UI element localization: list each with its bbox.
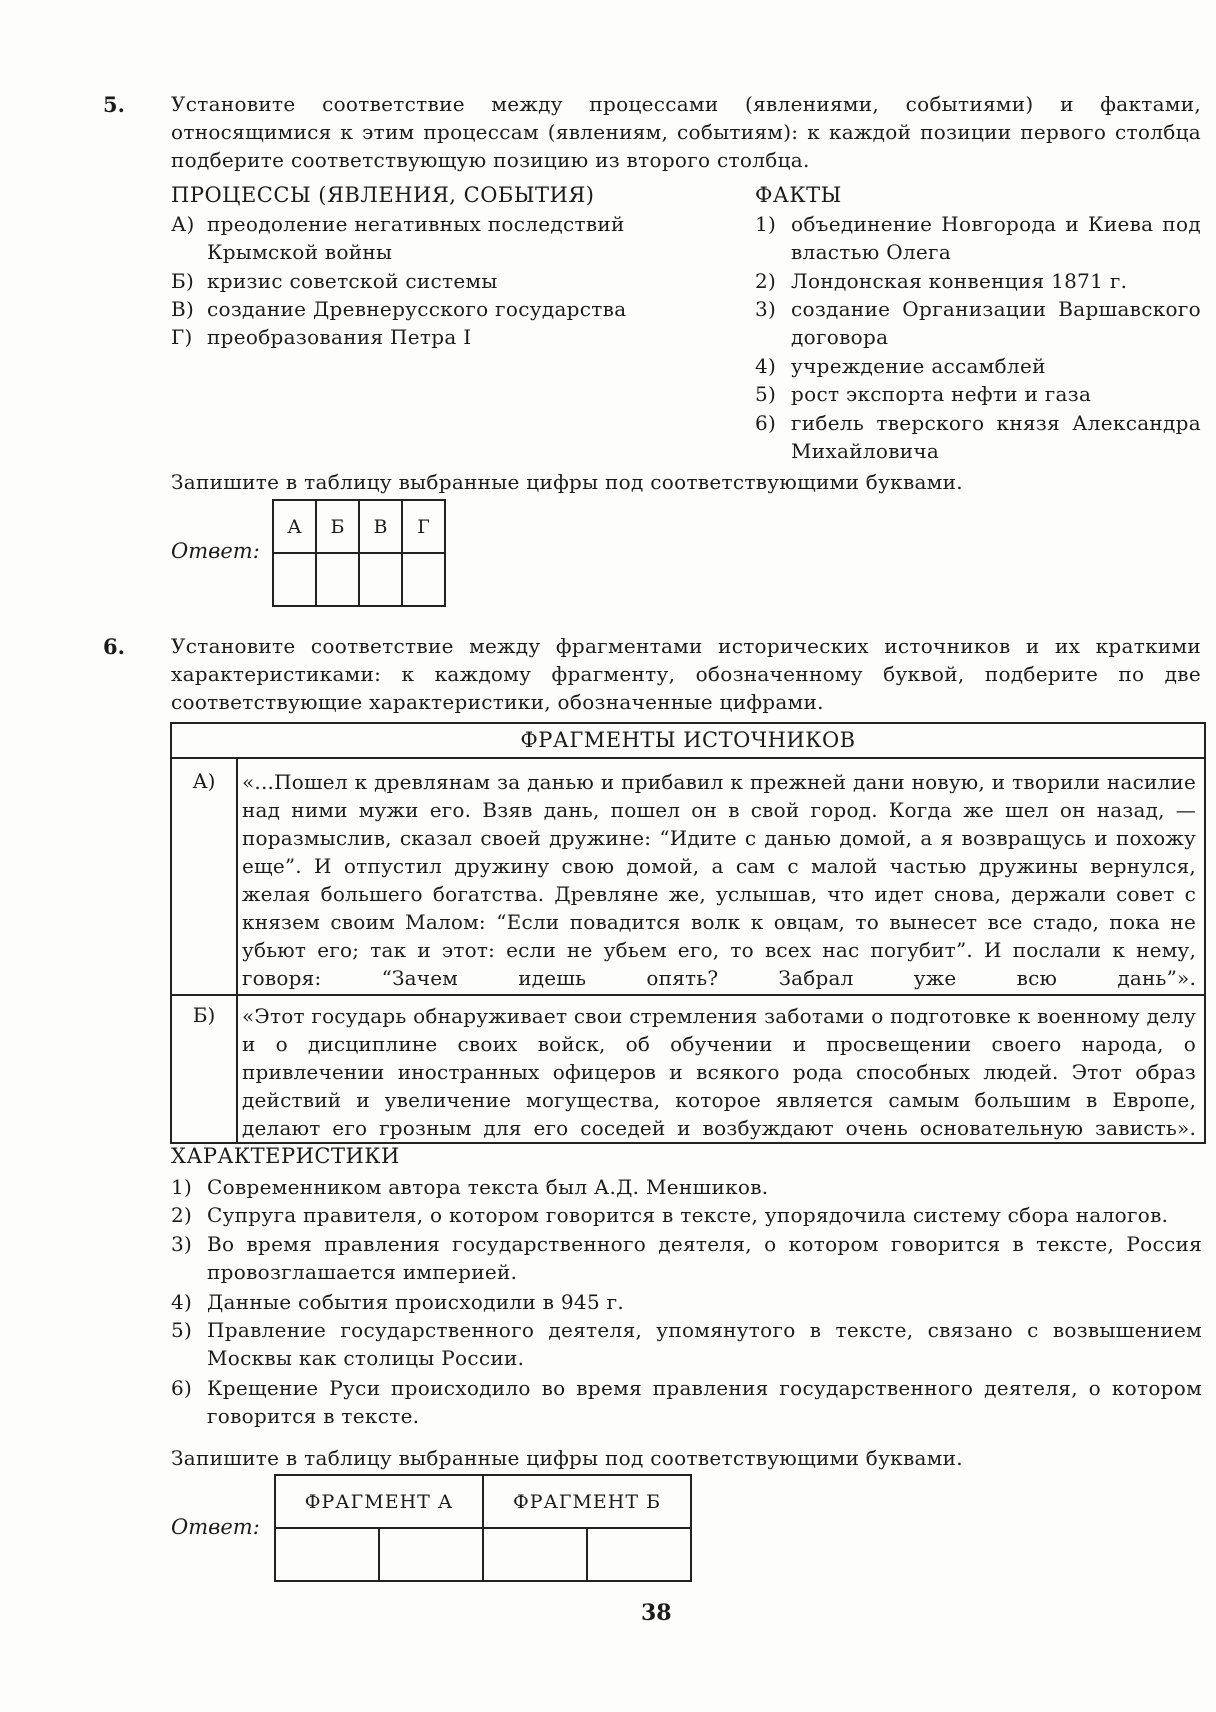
characteristic-text: Современником автора текста был А.Д. Меншиков.	[207, 1175, 769, 1199]
fact-key: 6)	[755, 411, 777, 435]
fact-key: 1)	[755, 212, 777, 236]
characteristic-text: Данные события происходили в 945 г.	[207, 1290, 625, 1314]
characteristic-text: Во время правления государственного деятеля, о котором говорится в тексте, Россия провозглашается империей.	[207, 1232, 1202, 1284]
task6-answer-table	[274, 1474, 692, 1582]
answer-header-a: А	[273, 500, 316, 553]
task5-answer-label: Ответ:	[171, 539, 260, 563]
process-text: кризис советской системы	[207, 269, 498, 293]
fact-text: гибель тверского князя Александра Михайловича	[791, 411, 1201, 463]
characteristic-key: 5)	[171, 1318, 193, 1342]
answer-header-fragment-a: ФРАГМЕНТ А	[275, 1475, 483, 1528]
process-text: создание Древнерусского государства	[207, 297, 627, 321]
task5-answer-table	[272, 499, 446, 607]
process-text: преобразования Петра I	[207, 325, 472, 349]
answer-cell-b[interactable]	[316, 553, 359, 606]
characteristic-text: Крещение Руси происходило во время правления государственного деятеля, о котором говорится в тексте.	[207, 1376, 1202, 1428]
task6-number: 6.	[103, 634, 125, 659]
fragments-title: ФРАГМЕНТЫ ИСТОЧНИКОВ	[172, 724, 1204, 759]
fragment-b-label: Б)	[192, 1003, 216, 1027]
characteristic-key: 3)	[171, 1232, 193, 1256]
fact-text: учреждение ассамблей	[791, 354, 1046, 378]
task5-facts-heading: ФАКТЫ	[755, 183, 842, 207]
fragment-b-text: «Этот государь обнаруживает свои стремления заботами о подготовке к военному делу и о дисциплине своих войск, об обучении и просвещении своего народа, о привлечении иностранных офицеров и всякого рода способных людей. Этот образ действий и увеличение могущества, которое является самым большим в Европе, делают его грозным для его соседей и возбуждают очень основательную зависть».	[242, 1004, 1196, 1140]
fact-text: Лондонская конвенция 1871 г.	[791, 269, 1128, 293]
characteristic-key: 6)	[171, 1376, 193, 1400]
process-text: преодоление негативных последствий Крымской войны	[207, 212, 625, 264]
fragment-a-text: «...Пошел к древлянам за данью и прибавил к прежней дани новую, и творили насилие над ними мужи его. Взяв дань, пошел он в свой город. Когда же шел он назад, — поразмыслив, сказал своей дружине: “Идите с данью домой, а я возвращусь и похожу еще”. И отпустил дружину свою домой, а сам с малой частью дружины вернулся, желая большего богатства. Древляне же, услышав, что идет снова, держали совет с князем своим Малом: “Если повадится волк к овцам, то вынесет все стадо, пока не убьют его; так и этот: если не убьем его, то всех нас погубит”. И послали к нему, говоря: “Зачем идешь опять? Забрал уже всю дань”».	[242, 770, 1196, 990]
fact-key: 3)	[755, 297, 777, 321]
task6-answer-label: Ответ:	[171, 1515, 260, 1539]
answer-cell-a[interactable]	[273, 553, 316, 606]
task5-instruction: Установите соответствие между процессами (явлениями, событиями) и фактами, относящимися к этим процессам (явлениям, событиям): к каждой позиции первого столбца подберите соответствующую позицию из второго столбца.	[171, 92, 1201, 172]
fact-key: 5)	[755, 382, 777, 406]
task5-write-instruction: Запишите в таблицу выбранные цифры под соответствующими буквами.	[171, 470, 963, 494]
fact-text: создание Организации Варшавского договора	[791, 297, 1201, 349]
characteristics-heading: ХАРАКТЕРИСТИКИ	[171, 1144, 400, 1168]
fragments-divider	[236, 759, 238, 1142]
answer-cell-b2[interactable]	[587, 1528, 691, 1581]
answer-cell-g[interactable]	[402, 553, 445, 606]
process-item	[171, 210, 651, 266]
task5-number: 5.	[103, 92, 125, 117]
fragments-separator	[172, 994, 1204, 996]
fact-text: рост экспорта нефти и газа	[791, 382, 1092, 406]
answer-cell-v[interactable]	[359, 553, 402, 606]
characteristic-key: 1)	[171, 1175, 193, 1199]
characteristic-text: Правление государственного деятеля, упомянутого в тексте, связано с возвышением Москвы как столицы России.	[207, 1318, 1202, 1370]
answer-cell-a2[interactable]	[379, 1528, 483, 1581]
characteristic-text: Супруга правителя, о котором говорится в тексте, упорядочила систему сбора налогов.	[207, 1203, 1169, 1227]
process-key: В)	[171, 297, 195, 321]
fact-key: 2)	[755, 269, 777, 293]
fact-text: объединение Новгорода и Киева под властью Олега	[791, 212, 1201, 264]
task6-instruction: Установите соответствие между фрагментами исторических источников и их краткими характеристиками: к каждому фрагменту, обозначенному буквой, подберите по две соответствующие характеристики, обозначенные цифрами.	[171, 634, 1201, 714]
fragments-table	[170, 722, 1206, 1144]
task6-write-instruction: Запишите в таблицу выбранные цифры под соответствующими буквами.	[171, 1446, 963, 1470]
process-key: Г)	[171, 325, 193, 349]
answer-cell-a1[interactable]	[275, 1528, 379, 1581]
process-key: А)	[171, 212, 195, 236]
characteristic-key: 2)	[171, 1203, 193, 1227]
characteristic-key: 4)	[171, 1290, 193, 1314]
process-key: Б)	[171, 269, 195, 293]
answer-header-b: Б	[316, 500, 359, 553]
answer-header-v: В	[359, 500, 402, 553]
answer-header-fragment-b: ФРАГМЕНТ Б	[483, 1475, 691, 1528]
page-number: 38	[641, 1600, 672, 1626]
answer-cell-b1[interactable]	[483, 1528, 587, 1581]
answer-header-g: Г	[402, 500, 445, 553]
task5-processes-heading: ПРОЦЕССЫ (ЯВЛЕНИЯ, СОБЫТИЯ)	[171, 183, 595, 207]
fact-key: 4)	[755, 354, 777, 378]
fragment-a-label: А)	[192, 769, 216, 793]
